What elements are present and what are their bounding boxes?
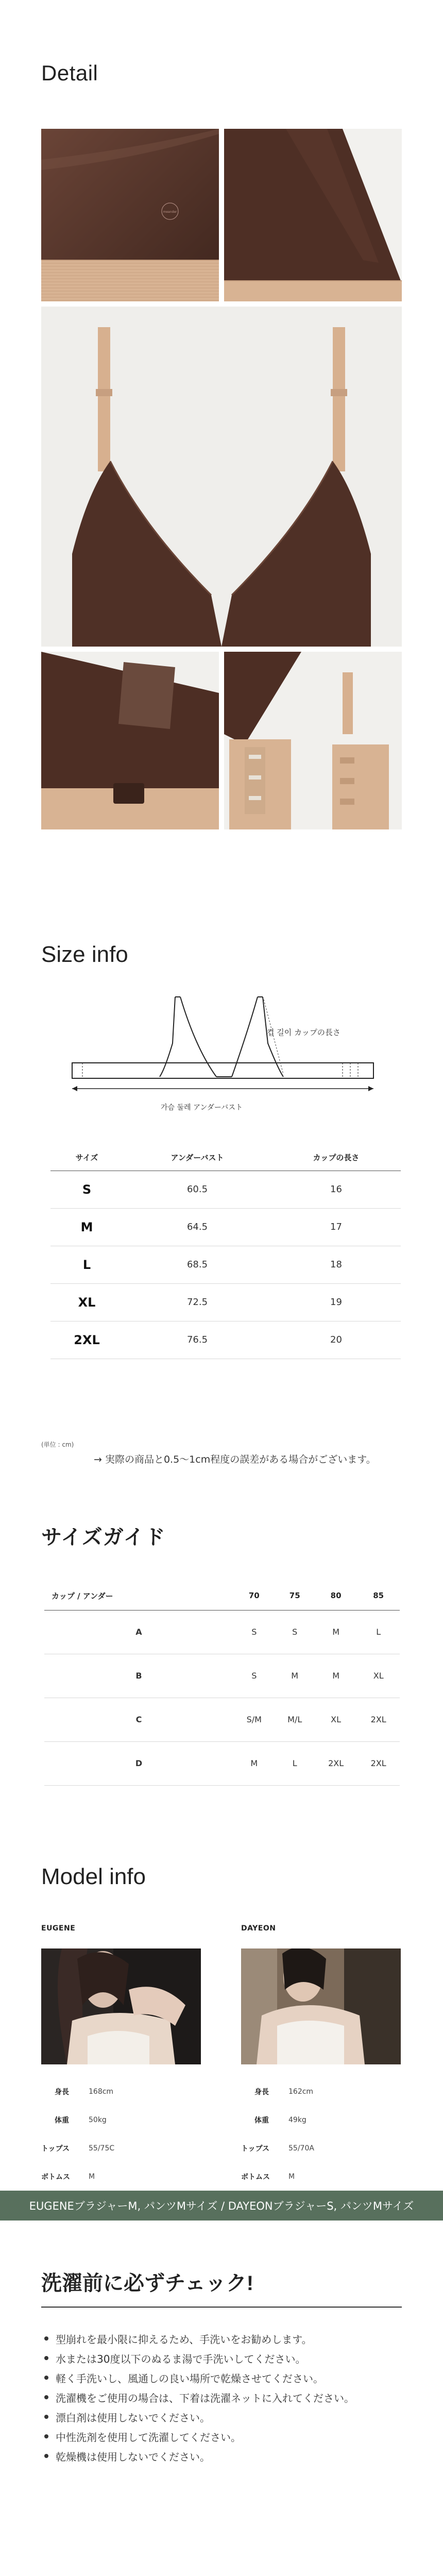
stat-label: ボトムス xyxy=(241,2173,270,2181)
size-guide-header xyxy=(44,1582,400,1610)
model-stats-eugene xyxy=(41,2077,114,2191)
stat-row xyxy=(241,2134,314,2162)
stat-value: 168cm xyxy=(89,2087,114,2096)
stat-row xyxy=(41,2106,114,2134)
size-cell: 2XL xyxy=(50,1321,123,1359)
underbust-label: 가슴 둘레 アンダーバスト xyxy=(161,1104,243,1112)
stat-label: 体重 xyxy=(55,2116,69,2125)
size-cell: L xyxy=(50,1246,123,1283)
underbust-col-header: アンダーバスト xyxy=(123,1145,271,1171)
svg-text:meander: meander xyxy=(163,210,177,214)
stat-row xyxy=(241,2106,314,2134)
stat-value: 55/75C xyxy=(89,2144,115,2153)
size-cell: XL xyxy=(50,1283,123,1321)
stat-value: 162cm xyxy=(288,2087,314,2096)
stat-label: 体重 xyxy=(254,2116,269,2125)
under-80-header: 80 xyxy=(315,1582,357,1610)
wash-divider xyxy=(41,2307,402,2308)
table-row xyxy=(44,1610,400,1654)
model-name-dayeon: DAYEON xyxy=(241,1924,276,1933)
table-row xyxy=(50,1246,401,1283)
size-cell: L xyxy=(275,1741,315,1785)
list-item: 乾燥機は使用しないでください。 xyxy=(41,2449,412,2468)
size-cell: S xyxy=(233,1654,275,1698)
stat-label: 身長 xyxy=(55,2088,69,2096)
cup-length-cell: 17 xyxy=(271,1208,401,1246)
stat-value: 50kg xyxy=(89,2115,107,2124)
model-size-banner: EUGENEブラジャーM, パンツMサイズ / DAYEONブラジャーS, パンツMサイズ xyxy=(0,2191,443,2221)
size-info-heading: Size info xyxy=(41,942,128,967)
model-photo-eugene xyxy=(41,1948,201,2064)
detail-photo-hook-closure xyxy=(224,652,402,829)
table-row xyxy=(44,1741,400,1785)
model-stats-dayeon xyxy=(241,2077,314,2191)
size-cell: M xyxy=(315,1610,357,1654)
stat-label: トップス xyxy=(41,2144,70,2153)
size-cell: 2XL xyxy=(357,1741,400,1785)
underbust-cell: 68.5 xyxy=(123,1246,271,1283)
size-cell: M xyxy=(233,1741,275,1785)
list-item: 水または30度以下のぬるま湯で手洗いしてください。 xyxy=(41,2351,412,2370)
stat-row xyxy=(241,2162,314,2191)
underbust-cell: 72.5 xyxy=(123,1283,271,1321)
stat-row xyxy=(41,2077,114,2106)
cup-length-cell: 18 xyxy=(271,1246,401,1283)
underbust-cell: 60.5 xyxy=(123,1171,271,1208)
size-cell: S xyxy=(50,1171,123,1208)
size-col-header: サイズ xyxy=(50,1145,123,1171)
size-cell: L xyxy=(357,1610,400,1654)
cup-cell: D xyxy=(44,1741,233,1785)
size-cell: M xyxy=(315,1654,357,1698)
list-item: 洗濯機をご使用の場合は、下着は洗濯ネットに入れてください。 xyxy=(41,2390,412,2410)
model-info-heading: Model info xyxy=(41,1864,146,1889)
size-table xyxy=(50,1145,401,1359)
list-item: 漂白剤は使用しないでください。 xyxy=(41,2410,412,2429)
stat-value: M xyxy=(288,2172,295,2181)
table-row xyxy=(50,1283,401,1321)
table-row xyxy=(44,1698,400,1741)
size-diagram xyxy=(62,987,391,1095)
size-cell: 2XL xyxy=(357,1698,400,1741)
size-cell: S xyxy=(275,1610,315,1654)
stat-value: 49kg xyxy=(288,2115,306,2124)
stat-label: ボトムス xyxy=(41,2173,70,2181)
underbust-cell: 64.5 xyxy=(123,1208,271,1246)
model-name-eugene: EUGENE xyxy=(41,1924,76,1933)
cup-length-col-header: カップの長さ xyxy=(271,1145,401,1171)
cup-cell: B xyxy=(44,1654,233,1698)
stat-row xyxy=(41,2162,114,2191)
stat-value: 55/70A xyxy=(288,2144,314,2153)
size-cell: M xyxy=(275,1654,315,1698)
size-guide-table xyxy=(44,1582,400,1786)
cup-cell: C xyxy=(44,1698,233,1741)
cup-length-cell: 20 xyxy=(271,1321,401,1359)
cup-length-cell: 19 xyxy=(271,1283,401,1321)
size-cell: 2XL xyxy=(315,1741,357,1785)
size-cell: S xyxy=(233,1610,275,1654)
under-85-header: 85 xyxy=(357,1582,400,1610)
detail-heading: Detail xyxy=(41,61,98,85)
table-row xyxy=(44,1654,400,1698)
model-photo-dayeon xyxy=(241,1948,401,2064)
size-guide-heading: サイズガイド xyxy=(41,1526,166,1549)
underbust-cell: 76.5 xyxy=(123,1321,271,1359)
table-row xyxy=(50,1321,401,1359)
detail-photo-triangle xyxy=(224,129,402,301)
cup-under-col-header: カップ / アンダー xyxy=(44,1582,233,1610)
list-item: 型崩れを最小限に抑えるため、手洗いをお勧めします。 xyxy=(41,2331,412,2351)
list-item: 中性洗剤を使用して洗濯してください。 xyxy=(41,2429,412,2449)
wash-heading: 洗濯前に必ずチェック! xyxy=(41,2272,254,2295)
cup-cell: A xyxy=(44,1610,233,1654)
stat-label: トップス xyxy=(241,2144,270,2153)
unit-note: (単位 : cm) xyxy=(41,1441,74,1448)
size-table-header xyxy=(50,1145,401,1171)
stat-value: M xyxy=(89,2172,95,2181)
size-cell: M xyxy=(50,1208,123,1246)
stat-row xyxy=(41,2134,114,2162)
stat-label: 身長 xyxy=(254,2088,269,2096)
size-cell: XL xyxy=(315,1698,357,1741)
under-70-header: 70 xyxy=(233,1582,275,1610)
list-item: 軽く手洗いし、風通しの良い場所で乾燥させてください。 xyxy=(41,2370,412,2390)
under-75-header: 75 xyxy=(275,1582,315,1610)
table-row xyxy=(50,1208,401,1246)
detail-photo-cup-band xyxy=(41,129,219,301)
tolerance-note: → 実際の商品と0.5〜1cm程度の誤差がある場合がございます。 xyxy=(94,1454,376,1465)
detail-photo-front-straps xyxy=(41,307,402,647)
wash-instructions xyxy=(41,2331,412,2468)
table-row xyxy=(50,1171,401,1208)
size-cell: XL xyxy=(357,1654,400,1698)
size-cell: M/L xyxy=(275,1698,315,1741)
detail-photo-inner-label xyxy=(41,652,219,829)
cup-length-label: 컵 길이 カップの長さ xyxy=(267,1028,340,1037)
size-cell: S/M xyxy=(233,1698,275,1741)
cup-length-cell: 16 xyxy=(271,1171,401,1208)
stat-row xyxy=(241,2077,314,2106)
